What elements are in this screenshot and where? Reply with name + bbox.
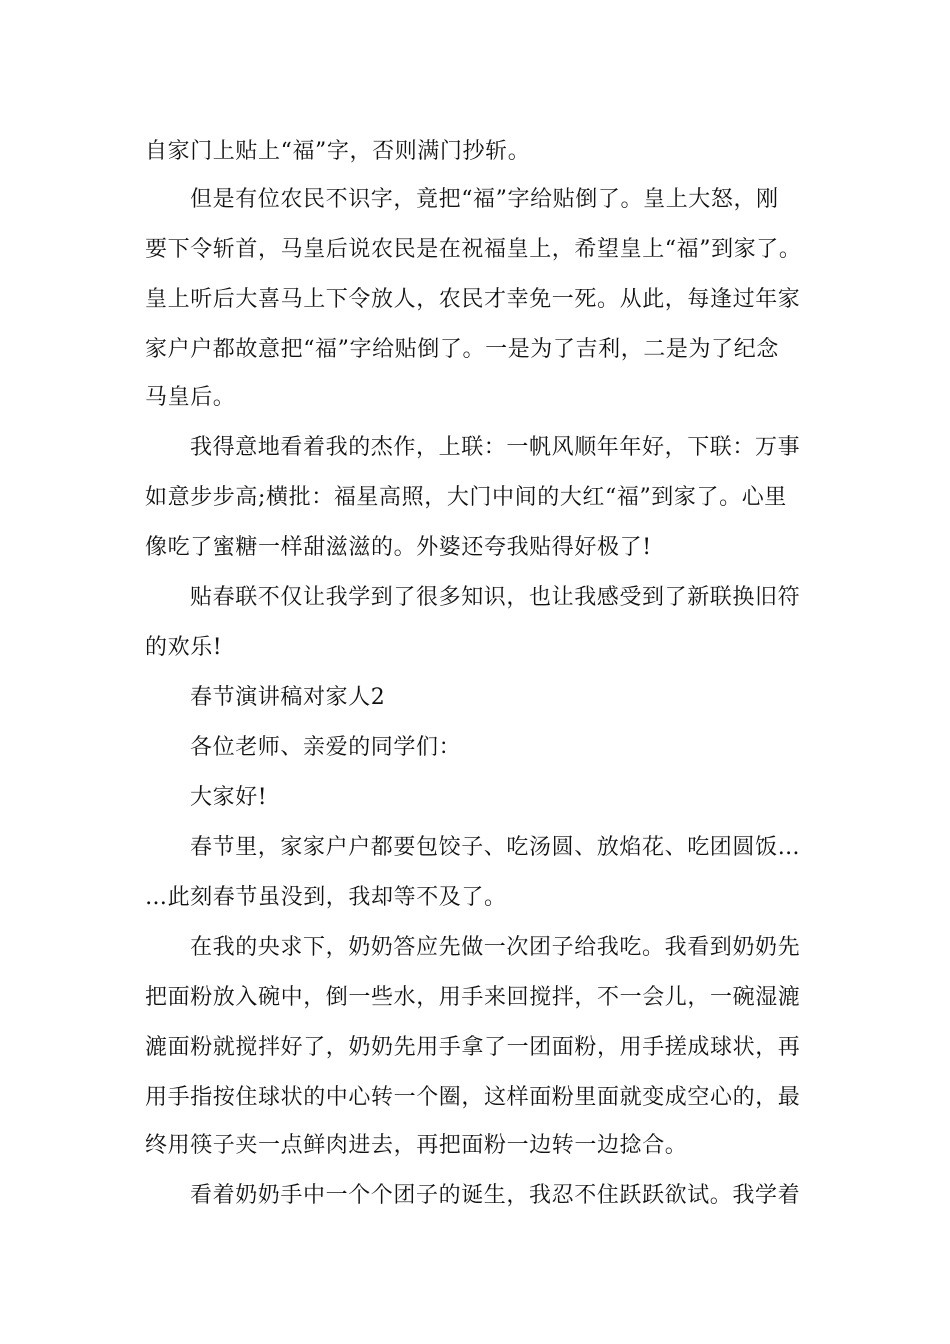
text-line: 终用筷子夹一点鲜肉进去，再把面粉一边转一边捻合。 — [145, 1133, 688, 1158]
text-line: 马皇后。 — [145, 385, 236, 410]
text-line: 但是有位农民不识字，竟把“福”字给贴倒了。皇上大怒，刚 — [190, 187, 779, 212]
text-line: 皇上听后大喜马上下令放人，农民才幸免一死。从此，每逢过年家 — [145, 287, 801, 312]
text-line: 我得意地看着我的杰作，上联：一帆风顺年年好，下联：万事 — [190, 435, 801, 460]
text-line: 春节里，家家户户都要包饺子、吃汤圆、放焰花、吃团圆饭… — [190, 835, 801, 860]
text-line: 像吃了蜜糖一样甜滋滋的。外婆还夸我贴得好极了! — [145, 535, 652, 560]
text-line: 把面粉放入碗中，倒一些水，用手来回搅拌，不一会儿，一碗湿漉 — [145, 985, 801, 1010]
text-line: 的欢乐! — [145, 635, 223, 660]
greeting: 大家好! — [190, 785, 268, 810]
section-title: 春节演讲稿对家人2 — [190, 685, 386, 710]
text-line: 看着奶奶手中一个个团子的诞生，我忍不住跃跃欲试。我学着 — [190, 1183, 801, 1208]
text-line: 在我的央求下，奶奶答应先做一次团子给我吃。我看到奶奶先 — [190, 935, 801, 960]
text-line: 用手指按住球状的中心转一个圈，这样面粉里面就变成空心的，最 — [145, 1085, 801, 1110]
text-line: 要下令斩首，马皇后说农民是在祝福皇上，希望皇上“福”到家了。 — [145, 237, 802, 262]
text-line: 贴春联不仅让我学到了很多知识，也让我感受到了新联换旧符 — [190, 585, 801, 610]
text-line: 漉面粉就搅拌好了，奶奶先用手拿了一团面粉，用手搓成球状，再 — [145, 1035, 801, 1060]
salutation: 各位老师、亲爱的同学们： — [190, 735, 462, 760]
text-line: …此刻春节虽没到，我却等不及了。 — [145, 885, 507, 910]
text-line: 自家门上贴上“福”字，否则满门抄斩。 — [145, 139, 531, 164]
text-line: 家户户都故意把“福”字给贴倒了。一是为了吉利，二是为了纪念 — [145, 337, 779, 362]
text-line: 如意步步高;横批：福星高照，大门中间的大红“福”到家了。心里 — [145, 485, 787, 510]
